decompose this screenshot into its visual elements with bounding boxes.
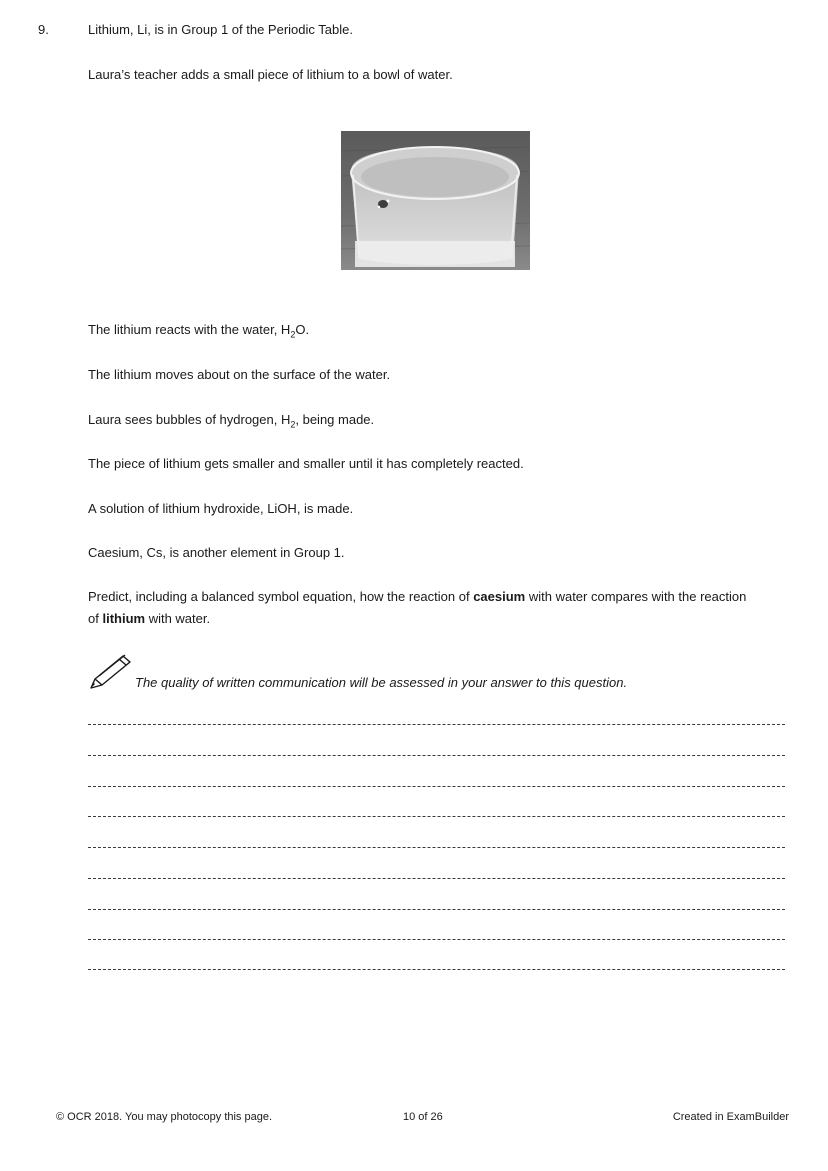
observation-5: A solution of lithium hydroxide, LiOH, is made. (88, 501, 354, 516)
qwc-notice: The quality of written communication will be assessed in your answer to this question. (135, 675, 628, 690)
pencil-icon (88, 652, 134, 692)
answer-line[interactable] (88, 755, 785, 756)
answer-line[interactable] (88, 878, 785, 879)
answer-line[interactable] (88, 724, 785, 725)
question-number: 9. (38, 22, 49, 37)
answer-line[interactable] (88, 786, 785, 787)
answer-line[interactable] (88, 939, 785, 940)
observation-1: The lithium reacts with the water, $H_2O$. (88, 322, 310, 340)
answer-line[interactable] (88, 816, 785, 817)
footer-page-number: 10 of 26 (403, 1111, 443, 1123)
footer-copyright: © OCR 2018. You may photocopy this page. (56, 1111, 273, 1123)
caesium-statement: Caesium, Cs, is another element in Group 1. (88, 545, 345, 560)
question-setup: Laura’s teacher adds a small piece of lithium to a bowl of water. (88, 67, 453, 82)
answer-line[interactable] (88, 909, 785, 910)
footer-credit: Created in ExamBuilder (672, 1111, 789, 1123)
answer-line[interactable] (88, 969, 785, 970)
answer-line[interactable] (88, 847, 785, 848)
bowl-of-water-photo (341, 131, 530, 270)
question-intro: Lithium, Li, is in Group 1 of the Periodic Table. (88, 22, 353, 37)
observation-2: The lithium moves about on the surface of the water. (88, 367, 391, 382)
observation-4: The piece of lithium gets smaller and smaller until it has completely reacted. (88, 456, 524, 471)
observation-3: Laura sees bubbles of hydrogen, $H_2$, being made. (88, 412, 375, 430)
task-prompt: Predict, including a balanced symbol equation, how the reaction of caesium with water compares with the reaction of lithium with water. (88, 589, 747, 626)
